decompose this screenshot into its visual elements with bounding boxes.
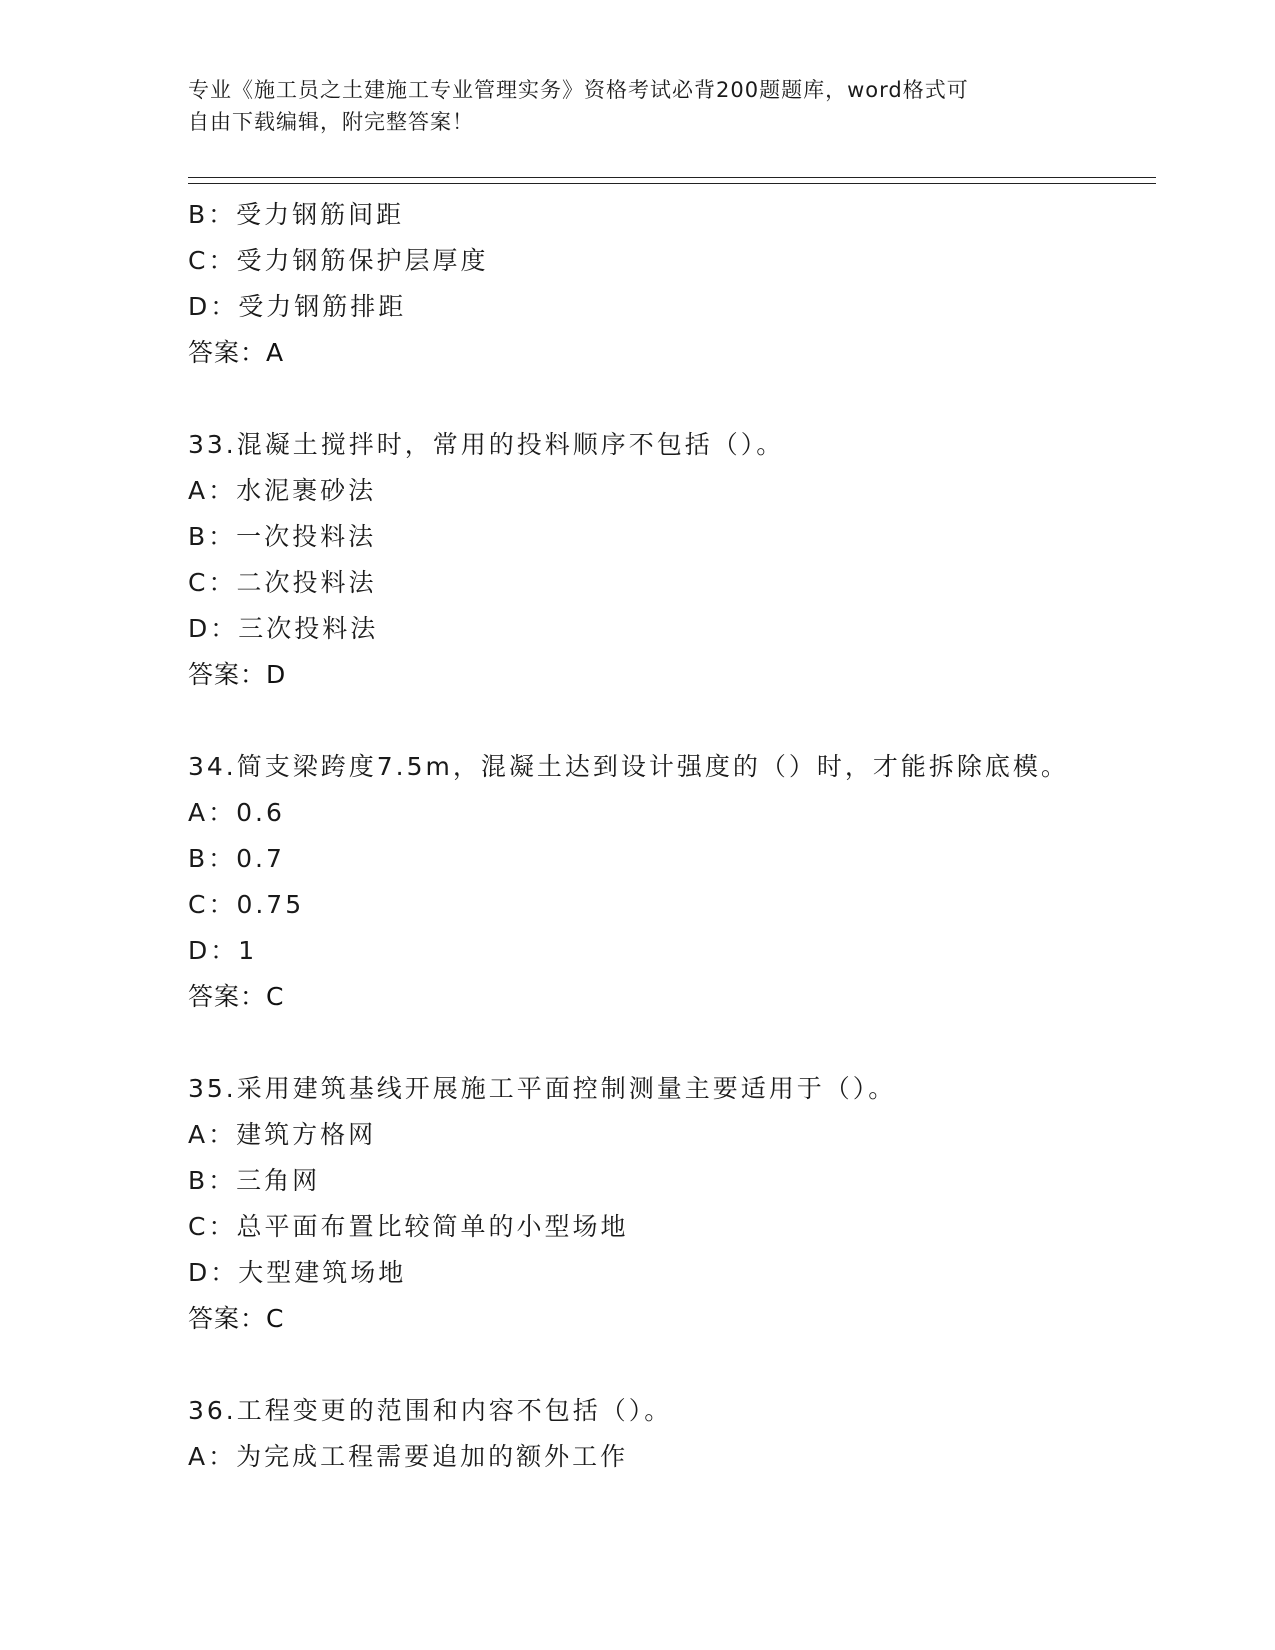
option-b: B：0.7 [188, 844, 285, 873]
option-d: D：大型建筑场地 [188, 1258, 407, 1287]
question-spacer [188, 698, 1156, 744]
header-title-line-2: 自由下载编辑，附完整答案！ [188, 110, 474, 134]
header-divider-top [188, 177, 1156, 178]
option-c: C：二次投料法 [188, 568, 377, 597]
question-spacer [188, 1342, 1156, 1388]
answer-line: 答案：C [188, 1304, 285, 1333]
header-divider-bottom [188, 183, 1156, 184]
answer-line: 答案：D [188, 660, 287, 689]
option-a: A：建筑方格网 [188, 1120, 377, 1149]
option-d: D：三次投料法 [188, 614, 379, 643]
header-title-line-1: 专业《施工员之土建施工专业管理实务》资格考试必背200题题库，word格式可 [188, 78, 969, 102]
question-block-33 [188, 422, 1156, 698]
answer-line: 答案：C [188, 982, 285, 1011]
question-stem: 35.采用建筑基线开展施工平面控制测量主要适用于（）。 [188, 1074, 897, 1103]
question-stem: 34.简支梁跨度7.5m，混凝土达到设计强度的（）时，才能拆除底模。 [188, 752, 1069, 781]
question-block-34 [188, 744, 1156, 1020]
option-c: C：总平面布置比较简单的小型场地 [188, 1212, 629, 1241]
question-stem: 36.工程变更的范围和内容不包括（）。 [188, 1396, 673, 1425]
question-spacer [188, 1020, 1156, 1066]
option-c: C：0.75 [188, 890, 305, 919]
answer-line: 答案：A [188, 338, 285, 367]
option-d: D：1 [188, 936, 258, 965]
question-spacer [188, 376, 1156, 422]
question-block-32 [188, 192, 1156, 376]
option-b: B：受力钢筋间距 [188, 200, 405, 229]
option-b: B：一次投料法 [188, 522, 377, 551]
question-stem: 33.混凝土搅拌时，常用的投料顺序不包括（）。 [188, 430, 785, 459]
option-c: C：受力钢筋保护层厚度 [188, 246, 489, 275]
document-header [188, 74, 1088, 138]
question-block-36 [188, 1388, 1156, 1480]
question-block-35 [188, 1066, 1156, 1342]
question-list [188, 192, 1156, 1480]
option-a: A：水泥裹砂法 [188, 476, 377, 505]
option-b: B：三角网 [188, 1166, 321, 1195]
option-d: D：受力钢筋排距 [188, 292, 407, 321]
option-a: A：0.6 [188, 798, 285, 827]
option-a: A：为完成工程需要追加的额外工作 [188, 1442, 629, 1471]
